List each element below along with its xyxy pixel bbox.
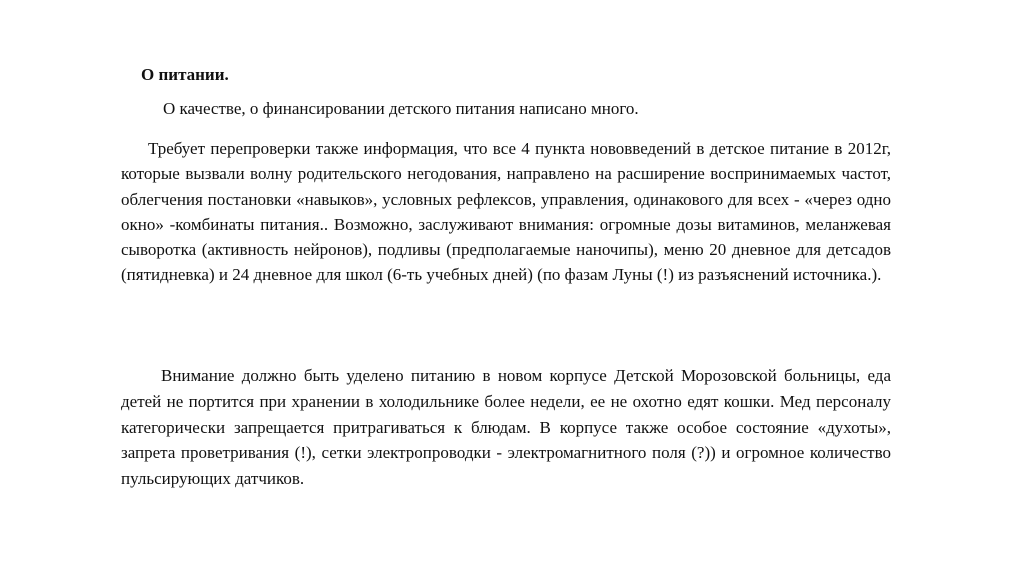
paragraph-hospital: Внимание должно быть уделено питанию в новом корпусе Детской Морозовской больницы, еда детей не портится при хранении в холодильнике более недели, ее не охотно едят кошки. Мед персоналу категорически запрещается притрагиваться к блюдам. В корпусе также особое состояние «духоты», запрета проветривания (!), сетки электропроводки - электромагнитного поля (?)) и огромное количество пульсирующих датчиков. bbox=[121, 366, 891, 489]
paragraph-intro: О качестве, о финансировании детского питания написано много. bbox=[163, 99, 639, 118]
paragraph-information: Требует перепроверки также информация, что все 4 пункта нововведений в детское питание в 2012г, которые вызвали волну родительского негодования, направлено на расширение воспринимаемых частот, облегчения постановки «навыков», условных рефлексов, управления, одинакового для всех - «через одно окно» -комбинаты питания.. Возможно, заслуживают внимания: огромные дозы витаминов, меланжевая сыворотка (активность нейронов), подливы (предполагаемые наночипы), меню 20 дневное для детсадов (пятидневка) и 24 дневное для школ (6-ть учебных дней) (по фазам Луны (!) из разъяснений источника.). bbox=[121, 139, 891, 285]
document-heading: О питании. bbox=[141, 65, 229, 84]
